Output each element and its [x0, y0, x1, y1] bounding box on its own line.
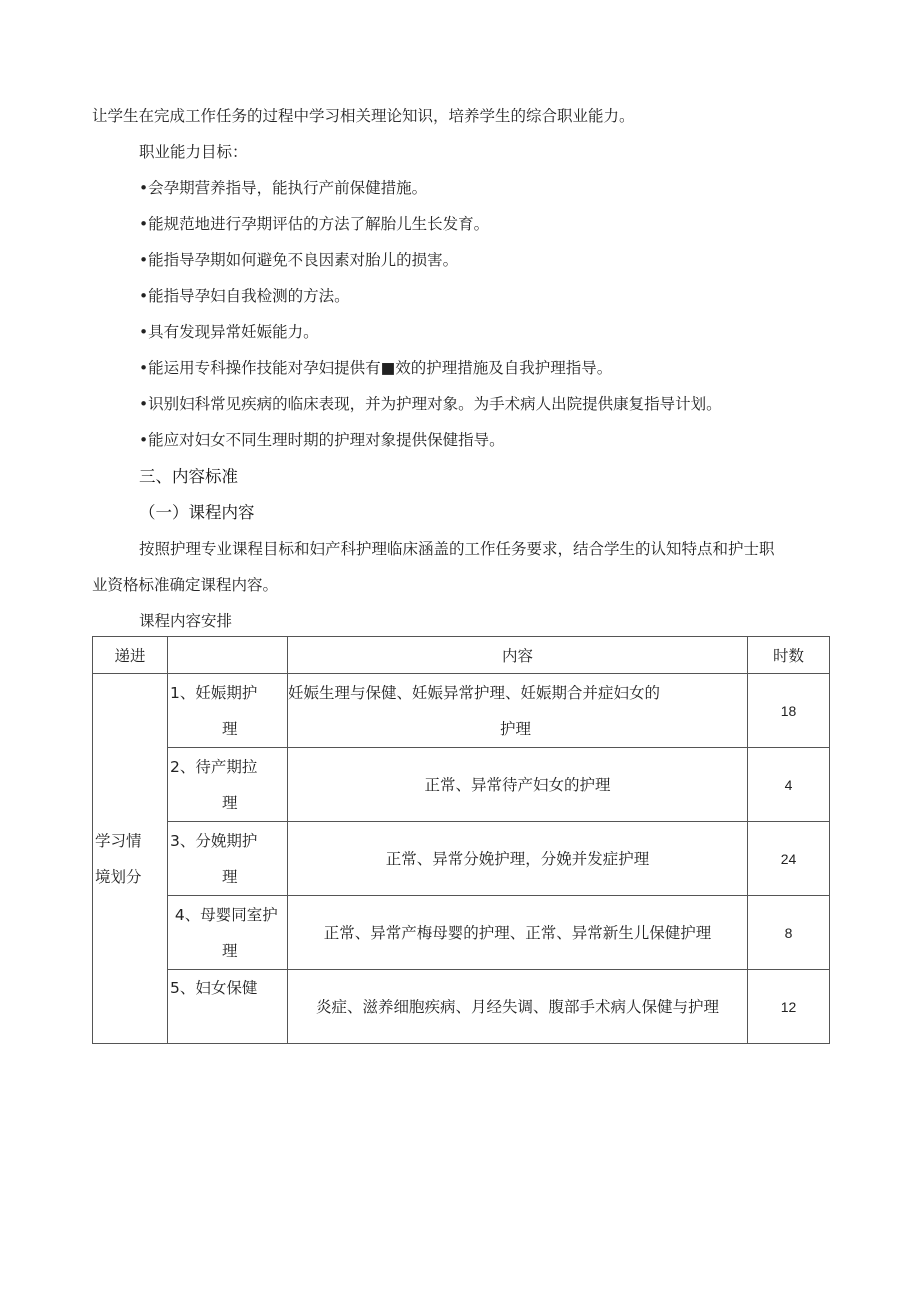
- stage-line: 5、妇女保健: [170, 979, 258, 997]
- content-cell: 正常、异常分娩护理，分娩并发症护理: [288, 822, 748, 896]
- ability-goals-label: 职业能力目标：: [139, 143, 248, 161]
- stage-line: 理: [222, 867, 238, 886]
- table-row: [93, 674, 830, 748]
- stage-line: 4、母婴同室护: [170, 905, 278, 924]
- stage-cell: [168, 674, 288, 748]
- table-row: [93, 896, 830, 970]
- course-content-table: [92, 636, 830, 1044]
- ability-goal-item: •会孕期营养指导，能执行产前保健措施。: [139, 179, 428, 197]
- table-row: [93, 970, 830, 1044]
- ability-goal-item: •能指导孕期如何避免不良因素对胎儿的损害。: [139, 251, 459, 269]
- body-paragraph-line: 按照护理专业课程目标和妇产科护理临床涵盖的工作任务要求，结合学生的认知特点和护士职: [139, 540, 775, 558]
- content-cell: [288, 674, 748, 748]
- table-row: [93, 748, 830, 822]
- content-cell: 炎症、滋养细胞疾病、月经失调、腹部手术病人保健与护理: [288, 970, 748, 1044]
- hours-cell: 8: [748, 896, 830, 970]
- stage-line: 理: [222, 793, 238, 812]
- hours-cell: 12: [748, 970, 830, 1044]
- table-header-row: [93, 637, 830, 674]
- stage-cell: [168, 896, 288, 970]
- intro-paragraph: 让学生在完成工作任务的过程中学习相关理论知识，培养学生的综合职业能力。: [92, 107, 635, 125]
- ability-goal-item: •能应对妇女不同生理时期的护理对象提供保健指导。: [139, 431, 505, 449]
- learning-context-label: [93, 674, 168, 1044]
- header-hours: 时数: [748, 637, 830, 674]
- ability-goal-item: •具有发现异常妊娠能力。: [139, 323, 319, 341]
- stage-cell: [168, 822, 288, 896]
- hours-cell: 4: [748, 748, 830, 822]
- table-row: [93, 822, 830, 896]
- ability-goal-item: •能规范地进行孕期评估的方法了解胎儿生长发育。: [139, 215, 490, 233]
- stage-line: 1、妊娠期护: [170, 683, 258, 702]
- stage-line: 理: [222, 719, 238, 738]
- ability-goal-item: •识别妇科常见疾病的临床表现，并为护理对象。为手术病人出院提供康复指导计划。: [139, 395, 722, 413]
- content-cell: 正常、异常产梅母婴的护理、正常、异常新生儿保健护理: [288, 896, 748, 970]
- header-content: 内容: [288, 637, 748, 674]
- stage-line: 3、分娩期护: [170, 831, 258, 850]
- ability-goal-item: •能运用专科操作技能对孕妇提供有■效的护理措施及自我护理指导。: [139, 359, 613, 377]
- header-blank: [168, 637, 288, 674]
- stage-line: 2、待产期拉: [170, 757, 258, 776]
- context-label-line: 境划分: [95, 867, 142, 886]
- stage-line: 理: [222, 941, 238, 960]
- subsection-heading: （一）课程内容: [139, 503, 255, 522]
- content-cell: 正常、异常待产妇女的护理: [288, 748, 748, 822]
- stage-cell: [168, 970, 288, 1044]
- header-progression: 递进: [93, 637, 168, 674]
- content-line: 妊娠生理与保健、妊娠异常护理、妊娠期合并症妇女的: [288, 683, 661, 702]
- hours-cell: 18: [748, 674, 830, 748]
- ability-goal-item: •能指导孕妇自我检测的方法。: [139, 287, 350, 305]
- body-paragraph-line: 业资格标准确定课程内容。: [92, 576, 279, 594]
- stage-cell: [168, 748, 288, 822]
- hours-cell: 24: [748, 822, 830, 896]
- table-caption: 课程内容安排: [139, 612, 233, 630]
- section-heading: 三、内容标准: [139, 467, 238, 486]
- context-label-line: 学习情: [95, 831, 142, 850]
- content-line: 护理: [500, 719, 532, 738]
